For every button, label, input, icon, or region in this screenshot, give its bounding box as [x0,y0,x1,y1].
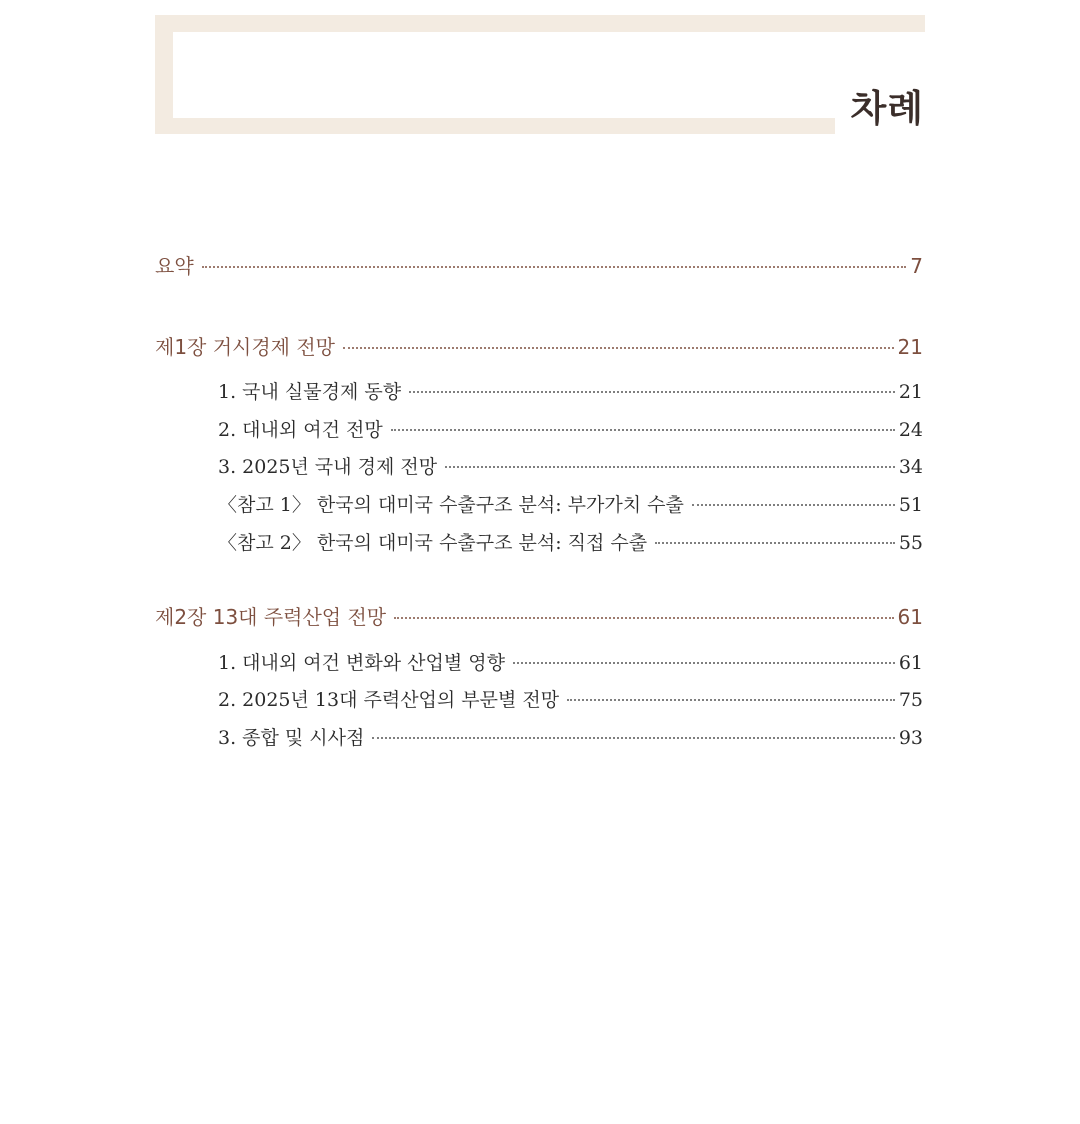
toc-entry-chapter2[interactable] [155,601,923,630]
toc-entry-chapter1-section2[interactable] [218,415,923,442]
frame-bottom-bar [155,118,835,134]
toc-entry-chapter1-reference1[interactable] [218,490,923,517]
toc-page-number: 55 [898,532,923,554]
toc-leader-dots [655,542,895,544]
toc-page-number: 93 [898,727,923,749]
toc-page-number: 75 [898,689,923,711]
toc-page-number: 51 [898,494,923,516]
toc-entry-chapter2-section2[interactable] [218,685,923,712]
toc-label: 제2장 13대 주력산업 전망 [155,605,387,629]
toc-label: 3. 2025년 국내 경제 전망 [218,456,438,478]
toc-page-number: 21 [898,381,923,403]
toc-label: 〈참고 2〉 한국의 대미국 수출구조 분석: 직접 수출 [218,532,648,554]
toc-leader-dots [343,347,894,349]
toc-entry-summary[interactable] [155,250,923,279]
toc-page-number: 61 [897,605,923,629]
toc-leader-dots [391,429,895,431]
toc-label: 1. 대내외 여건 변화와 산업별 영향 [218,652,505,674]
toc-entry-chapter1-reference2[interactable] [218,528,923,555]
frame-top-bar [155,15,925,32]
toc-page-number: 61 [898,652,923,674]
toc-label: 요약 [155,254,194,278]
toc-entry-chapter1[interactable] [155,331,923,360]
toc-entry-chapter2-section3[interactable] [218,723,923,750]
toc-label: 2. 대내외 여건 전망 [218,419,383,441]
page-title: 차례 [850,87,924,130]
toc-label: 2. 2025년 13대 주력산업의 부문별 전망 [218,689,560,711]
toc-label: 1. 국내 실물경제 동향 [218,381,402,403]
toc-page-number: 24 [898,419,923,441]
toc-entry-chapter2-section1[interactable] [218,648,923,675]
toc-label: 제1장 거시경제 전망 [155,335,335,359]
toc-leader-dots [445,466,895,468]
toc-leader-dots [202,266,907,268]
toc-page-number: 7 [910,254,923,278]
toc-leader-dots [692,504,895,506]
toc-page-number: 34 [898,456,923,478]
toc-leader-dots [372,737,894,739]
toc-label: 〈참고 1〉 한국의 대미국 수출구조 분석: 부가가치 수출 [218,494,684,516]
toc-entry-chapter1-section3[interactable] [218,452,923,479]
toc-label: 3. 종합 및 시사점 [218,727,365,749]
header-frame [155,15,925,134]
toc-leader-dots [394,617,893,619]
toc-leader-dots [513,662,895,664]
toc-leader-dots [409,391,895,393]
toc-page-number: 21 [897,335,923,359]
toc-leader-dots [567,699,895,701]
toc-entry-chapter1-section1[interactable] [218,377,923,404]
frame-left-bar [155,15,173,134]
